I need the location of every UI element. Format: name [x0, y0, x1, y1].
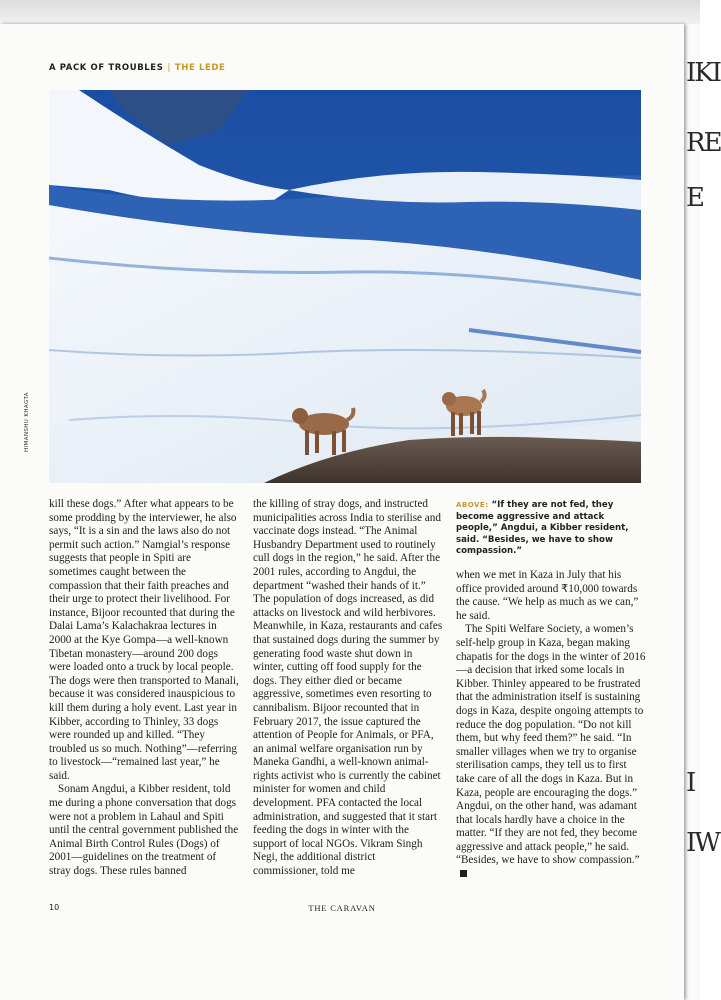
facing-page-bleed-text: RE [686, 128, 721, 158]
article-column-3 [456, 569, 646, 882]
caption-text: “If they are not fed, they become aggressive and attack people,” Angdui, a Kibber resident, said. “Besides, we have to show compassion.” [456, 500, 629, 557]
paragraph [456, 623, 646, 881]
facing-page-bleed-text: IW [686, 828, 719, 858]
facing-page-bleed-text: IKI [686, 58, 720, 88]
facing-page-bleed-text: E [686, 183, 703, 213]
mountain-dogs-photo [49, 90, 641, 483]
section-name: THE LEDE [174, 63, 226, 73]
photo-credit: HIMANSHU KHAGTA [24, 392, 30, 452]
end-mark-icon [460, 870, 467, 877]
lead-photo [49, 90, 641, 483]
story-title: A PACK OF TROUBLES [49, 63, 164, 73]
magazine-name: THE CARAVAN [308, 903, 376, 913]
story-kicker [49, 63, 225, 73]
page-number: 10 [49, 903, 60, 912]
paragraph: when we met in Kaza in July that his office provided around ₹10,000 towards the cause. “We help as much as we can,” he said. [456, 569, 639, 622]
photo-caption [456, 500, 642, 558]
paragraph: the killing of stray dogs, and instructed municipalities across India to sterilise and vaccinate dogs instead. “The Animal Husbandry Department used to routinely cull dogs in the region,” he said. After the 2001 rules, according to Angdui, the department “washed their hands of it.” The population of dogs increased, as did attacks on livestock and wild herbivores. Meanwhile, in Kaza, restaurants and cafes that sustained dogs during the summer by generating food waste shut down in winter, cutting off food supply for the dogs. They either died or became aggressive, sometimes even resorting to cannibalism. Bijoor recounted that in February 2017, the issue captured the attention of People for Animals, or PFA, an animal welfare organisation run by Maneka Gandhi, a well-known animal-rights activist who is currently the cabinet minister for women and child development. PFA contacted the local administration, and suggested that it start feeding the dogs in winter with the support of local NGOs. Vikram Singh Negi, the additional district commissioner, told me [253, 498, 443, 878]
paragraph: kill these dogs.” After what appears to be some prodding by the interviewer, he also says, “It is a sin and the laws also do not permit such action.” Namgial’s response suggests that people in Spiti are sometimes caught between the compassion that their faith preaches and their urge to protect their livelihood. For instance, Bijoor recounted that during the Dalai Lama’s Kalachakraa lectures in 2000 at the Kye Gompa—a well-known Tibetan monastery—around 200 dogs were loaded onto a truck by local people. The dogs were then transported to Manali, because it was considered inauspicious to kill them during a holy event. Last year in Kibber, according to Thinley, 33 dogs were rounded up and killed. “They troubled us so much. Nothing”—referring to livestock—“remained last year,” he said. [49, 498, 239, 782]
caption-lead: ABOVE: [456, 501, 489, 509]
scan-background [0, 0, 700, 26]
paragraph: Sonam Angdui, a Kibber resident, told me during a phone conversation that dogs were not a problem in Lahaul and Spiti until the central government published the Animal Birth Control Rules (Dogs) of 2001—guidelines on the treatment of stray dogs. These rules banned [49, 783, 239, 878]
article-column-2 [253, 498, 443, 879]
article-column-1 [49, 498, 239, 879]
facing-page-bleed-text: I [686, 768, 695, 798]
paragraph-text: The Spiti Welfare Society, a women’s self-help group in Kaza, began making chapatis for the dogs in the winter of 2016—a decision that irked some locals in Kibber. Thinley appeared to be frustrated that the administration itself is sustaining dogs in Kaza, despite ongoing attempts to reduce the dog population. “Do not kill them, but why feed them?” he said. “In smaller villages when we try to organise sterilisation camps, they tell us to first take care of all the dogs in Kaza. But in Kaza, people are encouraging the dogs.” Angdui, on the other hand, was adamant that locals hardly have a choice in the matter. “If they are not fed, they become aggressive and attack people,” he said. “Besides, we have to show compassion.” [456, 623, 646, 867]
kicker-separator: | [167, 63, 171, 73]
